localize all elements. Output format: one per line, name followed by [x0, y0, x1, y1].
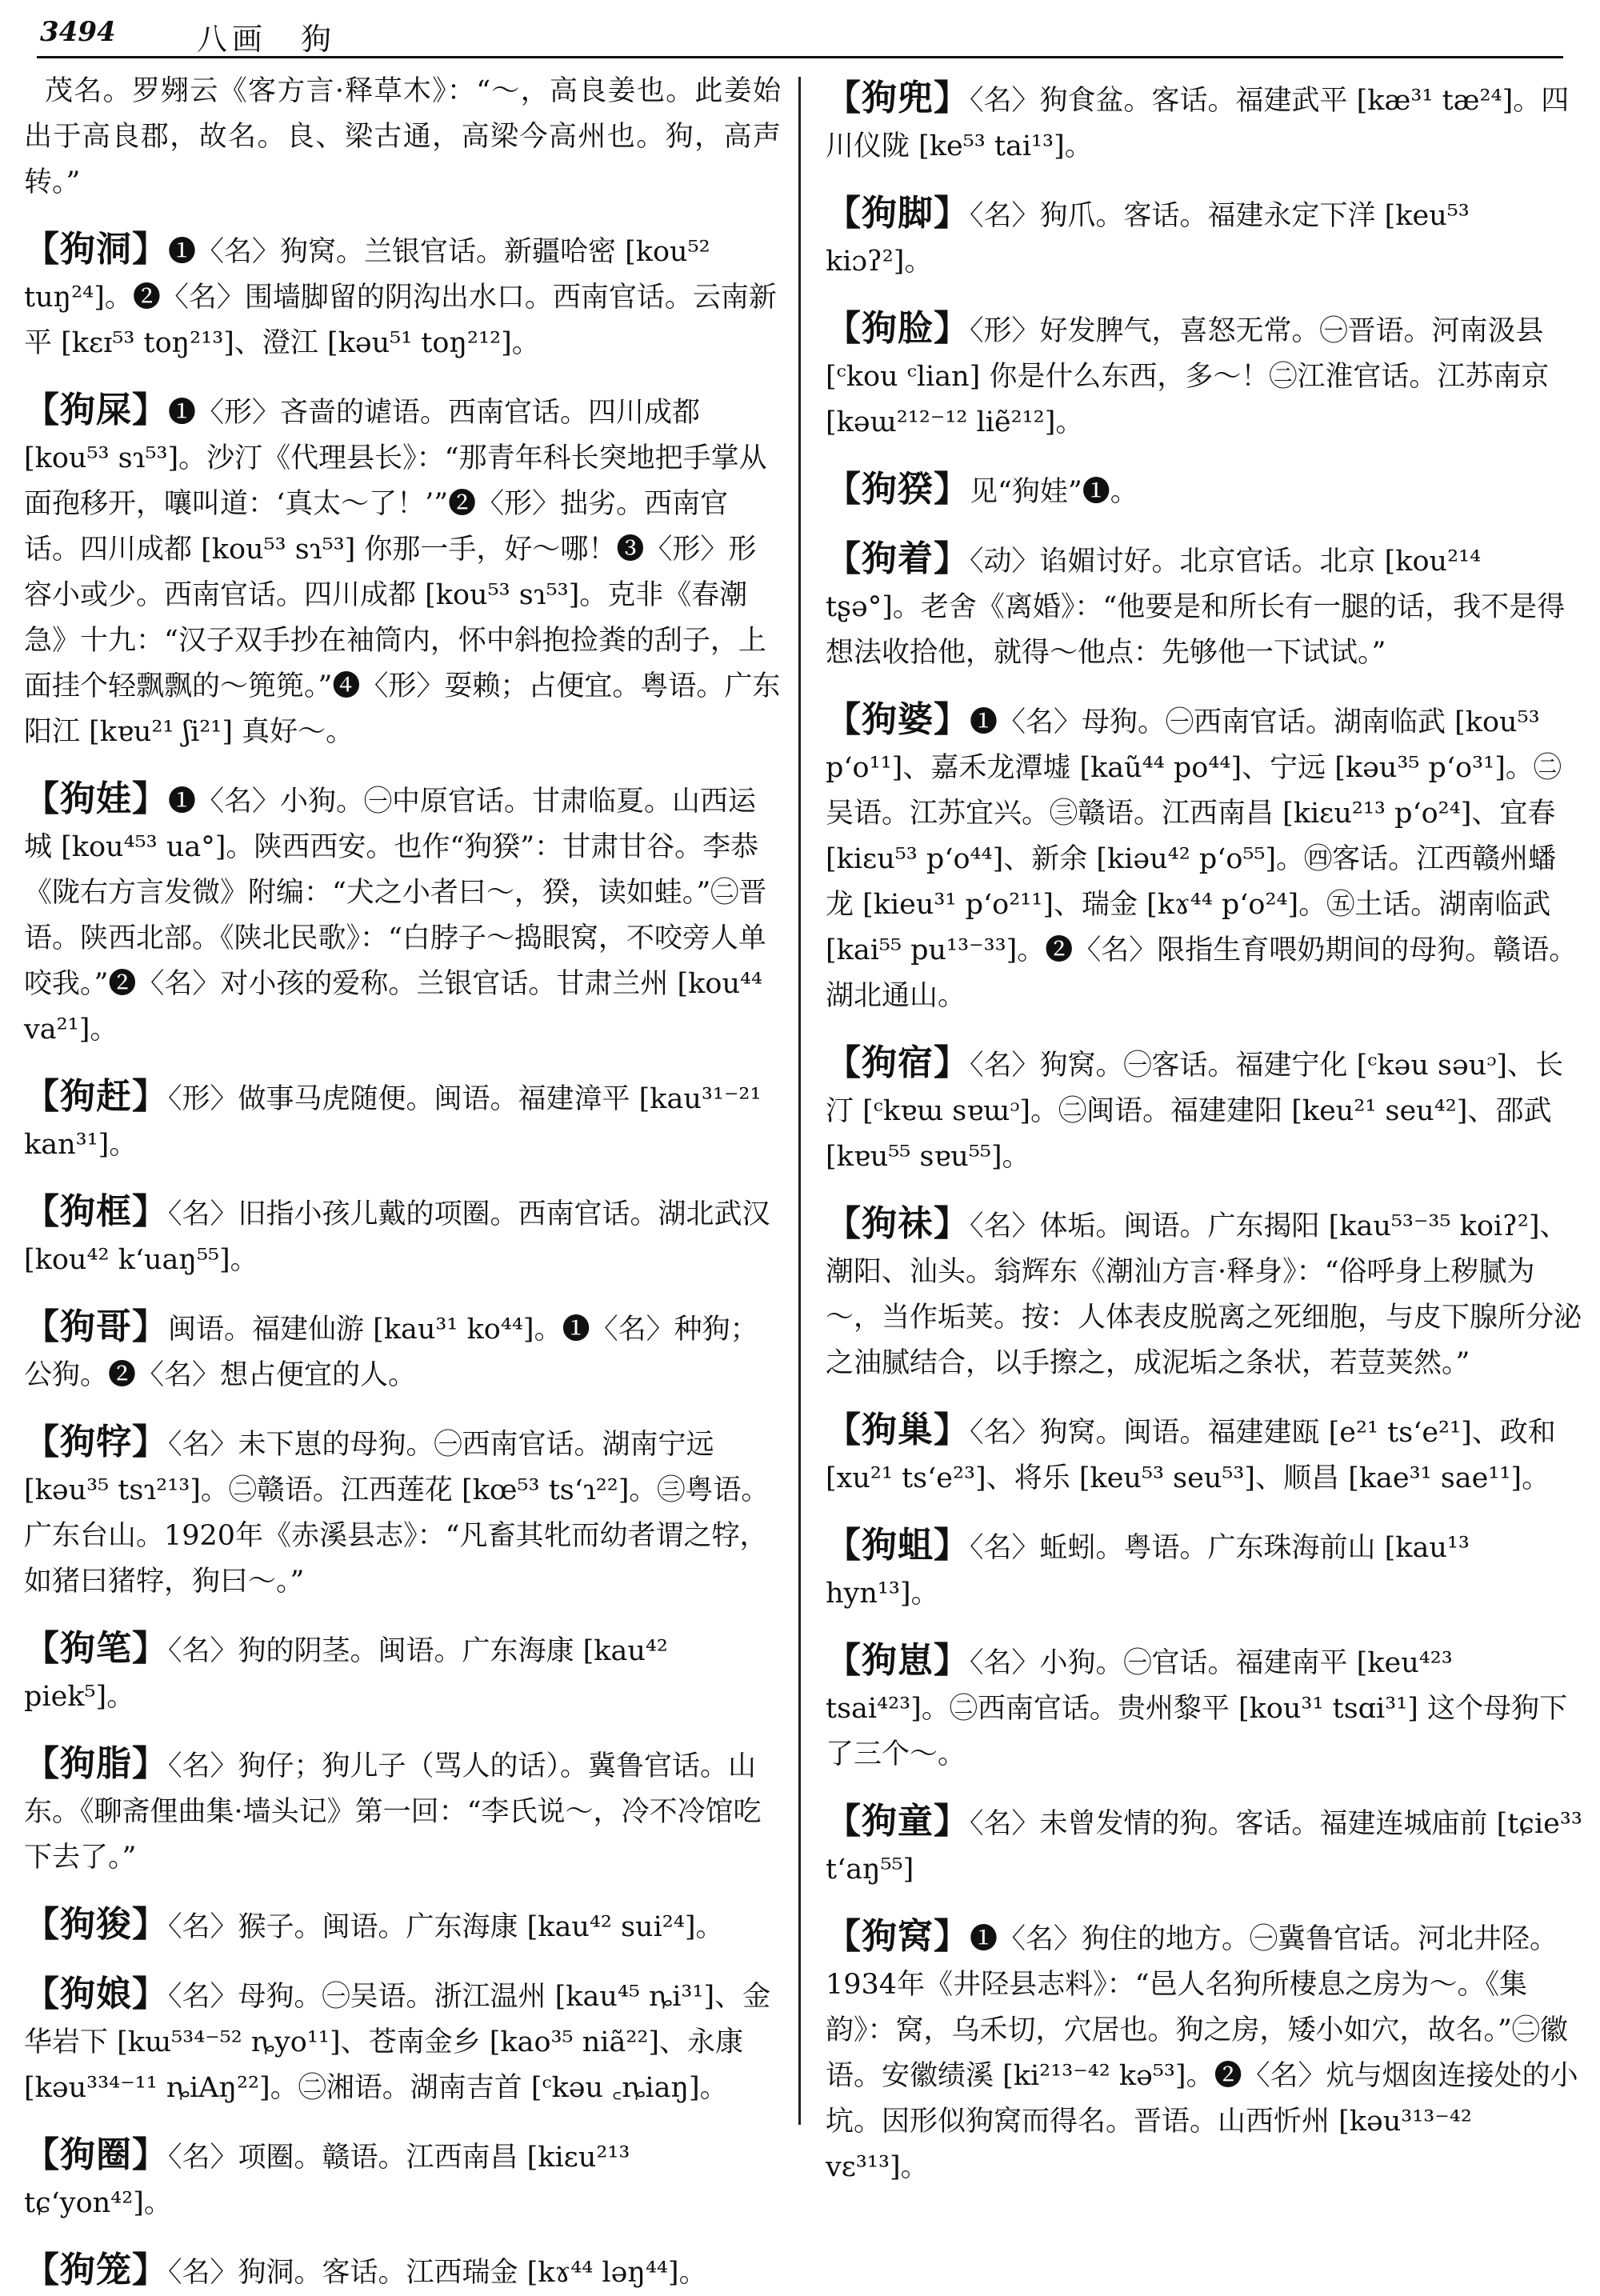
entry-definition: 〈名〉狗食盆。客话。福建武平 [kæ³¹ tæ²⁴]。四川仪陇 [ke⁵³ tai¹³]。	[826, 85, 1570, 162]
entry-definition: 〈名〉体垢。闽语。广东揭阳 [kau⁵³⁻³⁵ koiʔ²]、潮阳、汕头。翁辉东《潮汕方言·释身》：“俗呼身上秽腻为～，当作垢荚。按：人体表皮脱离之死细胞，与皮下腺所分泌之油腻结合，以手擦之，成泥垢之条状，若荳荚然。”	[826, 1210, 1582, 1379]
dictionary-entry	[826, 299, 1582, 446]
left-column	[24, 69, 781, 2290]
entry-definition: 〈名〉未下崽的母狗。㊀西南官话。湖南宁远 [kəu³⁵ tsɿ²¹³]。㊁赣语。江西莲花 [kœ⁵³ ts‘ɿ²²]。㊂粤语。广东台山。1920年《赤溪县志》：“凡畜其牝而幼者谓之牸，如猪曰猪牸，狗曰～。”	[24, 1429, 770, 1598]
entry-headword: 【狗圈】	[24, 2134, 168, 2175]
dictionary-entry	[24, 1067, 781, 1168]
continuation-text: 茂名。罗翙云《客方言·释草木》：“～，高良姜也。此姜始出于高良郡，故名。良、梁古通，高梁今高州也。狗，高声转。”	[24, 75, 781, 198]
entry-definition: ❶〈名〉母狗。㊀西南官话。湖南临武 [kou⁵³ p‘o¹¹]、嘉禾龙潭墟 [kaũ⁴⁴ po⁴⁴]、宁远 [kəu³⁵ p‘o³¹]。㊁吴语。江苏宜兴。㊂赣语。江西南昌 [kiɛu²¹³ p‘o²⁴]、宜春 [kiɛu⁵³ p‘o⁴⁴]、新余 [kiəu⁴² p‘o⁵⁵]。㊃客话。江西赣州蟠龙 [kieu³¹ p‘o²¹¹]、瑞金 [kɤ⁴⁴ p‘o²⁴]。㊄土话。湖南临武 [kai⁵⁵ pu¹³⁻³³]。❷〈名〉限指生育喂奶期间的母狗。赣语。湖北通山。	[826, 706, 1578, 1012]
dictionary-entry	[24, 1413, 781, 1605]
entry-headword: 【狗脚】	[826, 193, 970, 234]
entry-headword: 【狗牸】	[24, 1422, 168, 1462]
section-label: 八画	[197, 22, 268, 57]
column-divider	[798, 77, 801, 2125]
entry-headword: 【狗狻】	[24, 1904, 168, 1945]
entry-headword: 【狗蛆】	[826, 1525, 970, 1566]
entry-headword: 【狗脂】	[24, 1743, 168, 1784]
dictionary-entry	[24, 1182, 781, 1283]
dictionary-entry	[24, 770, 781, 1053]
dictionary-entry	[826, 690, 1582, 1019]
entry-headword: 【狗笔】	[24, 1628, 168, 1669]
entry-headword: 【狗巢】	[826, 1410, 970, 1450]
entry-headword: 【狗哥】	[24, 1306, 168, 1347]
entry-headword: 【狗笼】	[24, 2250, 168, 2290]
entry-definition: 〈形〉好发脾气，喜怒无常。㊀晋语。河南汲县 [ᶜkou ᶜlian] 你是什么东西，多～！㊁江淮官话。江苏南京 [kəɯ²¹²⁻¹² liẽ²¹²]。	[826, 315, 1550, 438]
entry-headword: 【狗崽】	[826, 1640, 970, 1681]
entry-headword: 【狗窝】	[826, 1916, 970, 1957]
dictionary-entry	[24, 220, 781, 366]
dictionary-entry	[826, 530, 1582, 676]
entry-headword: 【狗赶】	[24, 1076, 168, 1117]
dictionary-entry	[24, 2126, 781, 2226]
entry-headword: 【狗洞】	[24, 229, 168, 270]
page-header	[37, 11, 1563, 58]
entry-definition: ❶〈名〉狗窝。兰银官话。新疆哈密 [kou⁵² tuŋ²⁴]。❷〈名〉围墙脚留的阴沟出水口。西南官话。云南新平 [kɛɪ⁵³ toŋ²¹³]、澄江 [kəu⁵¹ toŋ²¹²]。	[24, 236, 777, 359]
dictionary-entry	[826, 1401, 1582, 1502]
entry-definition: 见“狗娃”❶。	[970, 476, 1138, 508]
entry-headword: 【狗猤】	[826, 469, 970, 510]
dictionary-entry	[826, 1516, 1582, 1617]
dictionary-entry	[24, 2241, 781, 2296]
entry-definition: 〈名〉小狗。㊀官话。福建南平 [keu⁴²³ tsai⁴²³]。㊁西南官话。贵州黎平 [kou³¹ tsɑi³¹] 这个母狗下了三个～。	[826, 1647, 1568, 1770]
entry-headword: 【狗脸】	[826, 308, 970, 349]
entry-definition: 〈名〉狗仔；狗儿子（骂人的话）。冀鲁官话。山东。《聊斋俚曲集·墙头记》第一回：“李氏说～，冷不冷馆吃下去了。”	[24, 1750, 762, 1874]
entry-definition: ❶〈形〉吝啬的谑语。西南官话。四川成都 [kou⁵³ sɿ⁵³]。沙汀《代理县长》：“那青年科长突地把手掌从面孢移开，嚷叫道：‘真太～了！’”❷〈形〉拙劣。西南官话。四川成都 [kou⁵³ sɿ⁵³] 你那一手，好～哪！❸〈形〉形容小或少。西南官话。四川成都 [kou⁵³ sɿ⁵³]。克非《春潮急》十九：“汉子双手抄在袖筒内，怀中斜抱捡粪的刮子，上面挂个轻飘飘的～篼篼。”❹〈形〉耍赖；占便宜。粤语。广东阳江 [kɐu²¹ ʃi²¹] 真好～。	[24, 397, 781, 748]
dictionary-entry	[24, 1895, 781, 1950]
entry-definition: 〈名〉旧指小孩儿戴的项圈。西南官话。湖北武汉 [kou⁴² k‘uaŋ⁵⁵]。	[24, 1198, 770, 1276]
entry-headword: 【狗婆】	[826, 699, 970, 740]
entry-definition: 〈名〉狗窝。闽语。福建建瓯 [e²¹ ts‘e²¹]、政和 [xu²¹ ts‘e²³]、将乐 [keu⁵³ seu⁵³]、顺昌 [kae³¹ sae¹¹]。	[826, 1417, 1556, 1494]
head-character: 狗	[301, 22, 332, 57]
entry-headword: 【狗屎】	[24, 390, 168, 430]
dictionary-entry	[24, 381, 781, 755]
entry-definition: 〈形〉做事马虎随便。闽语。福建漳平 [kau³¹⁻²¹ kan³¹]。	[24, 1083, 762, 1161]
dictionary-entry	[826, 1792, 1582, 1893]
entry-headword: 【狗着】	[826, 538, 970, 579]
entry-definition: 闽语。福建仙游 [kau³¹ ko⁴⁴]。❶〈名〉种狗；公狗。❷〈名〉想占便宜的人。	[24, 1314, 758, 1391]
page-number: 3494	[40, 16, 116, 48]
dictionary-entry	[826, 1034, 1582, 1180]
dictionary-entry	[826, 1907, 1582, 2190]
dictionary-entry	[826, 460, 1582, 515]
entry-headword: 【狗祙】	[826, 1203, 970, 1244]
dictionary-entry	[24, 1298, 781, 1398]
entry-headword: 【狗娘】	[24, 1974, 168, 2014]
entry-definition: 〈名〉项圈。赣语。江西南昌 [kiɛu²¹³ tɕ‘yon⁴²]。	[24, 2142, 630, 2219]
dictionary-entry	[24, 1619, 781, 1720]
dictionary-entry	[24, 1734, 781, 1881]
entry-headword: 【狗宿】	[826, 1042, 970, 1083]
dictionary-entry	[24, 1965, 781, 2111]
right-column	[826, 69, 1582, 2183]
entry-headword: 【狗娃】	[24, 778, 168, 819]
entry-definition: 〈名〉狗爪。客话。福建永定下洋 [keu⁵³ kiɔʔ²]。	[826, 200, 1470, 278]
entry-definition: 〈名〉未曾发情的狗。客话。福建连城庙前 [tɕie³³ t‘aŋ⁵⁵]	[826, 1808, 1582, 1886]
entry-definition: 〈名〉母狗。㊀吴语。浙江温州 [kau⁴⁵ ȵi³¹]、金华岩下 [kɯ⁵³⁴⁻⁵² ȵyo¹¹]、苍南金乡 [kao³⁵ niã²²]、永康 [kəu³³⁴⁻¹¹ ȵiAŋ²²]。㊁湘语。湖南吉首 [ᶜkəu ꜀ȵiaŋ]。	[24, 1981, 771, 2104]
dictionary-entry	[826, 1194, 1582, 1386]
entry-definition: 〈名〉猴子。闽语。广东海康 [kau⁴² sui²⁴]。	[168, 1911, 724, 1943]
entry-definition: ❶〈名〉狗住的地方。㊀冀鲁官话。河北井陉。1934年《井陉县志料》：“邑人名狗所棲息之房为～。《集韵》：窝，乌禾切，穴居也。狗之房，矮小如穴，故名。”㊁徽语。安徽绩溪 [ki²¹³⁻⁴² kə⁵³]。❷〈名〉炕与烟囱连接处的小坑。因形似狗窝而得名。晋语。山西忻州 [kəu³¹³⁻⁴² vɛ³¹³]。	[826, 1923, 1578, 2183]
entry-headword: 【狗童】	[826, 1801, 970, 1842]
entry-definition: ❶〈名〉小狗。㊀中原官话。甘肃临夏。山西运城 [kou⁴⁵³ ua°]。陕西西安。也作“狗猤”：甘肃甘谷。李恭《陇右方言发微》附编：“犬之小者曰～，猤，读如蛙。”㊁晋语。陕西北部。《陕北民歌》：“白脖子～捣眼窝，不咬旁人单咬我。”❷〈名〉对小孩的爱称。兰银官话。甘肃兰州 [kou⁴⁴ va²¹]。	[24, 786, 767, 1046]
dictionary-entry	[826, 184, 1582, 285]
entry-definition: 〈名〉狗的阴茎。闽语。广东海康 [kau⁴² piek⁵]。	[24, 1635, 668, 1713]
dictionary-entry	[826, 1631, 1582, 1778]
entry-headword: 【狗兜】	[826, 78, 970, 118]
entry-definition: 〈动〉谄媚讨好。北京官话。北京 [kou²¹⁴ tʂə°]。老舍《离婚》：“他要是和所长有一腿的话，我不是得想法收拾他，就得～他点：先够他一下试试。”	[826, 546, 1566, 669]
dictionary-entry	[826, 69, 1582, 170]
entry-definition: 〈名〉狗洞。客话。江西瑞金 [kɤ⁴⁴ ləŋ⁴⁴]。	[168, 2257, 707, 2289]
entry-definition: 〈名〉蚯蚓。粤语。广东珠海前山 [kau¹³ hyn¹³]。	[826, 1532, 1470, 1610]
entry-headword: 【狗框】	[24, 1191, 168, 1232]
entry-definition: 〈名〉狗窝。㊀客话。福建宁化 [ᶜkəu səuᵓ]、长汀 [ᶜkɐɯ sɐɯᵓ]。㊁闽语。福建建阳 [keu²¹ seu⁴²]、邵武 [kɐu⁵⁵ sɐu⁵⁵]。	[826, 1050, 1563, 1173]
